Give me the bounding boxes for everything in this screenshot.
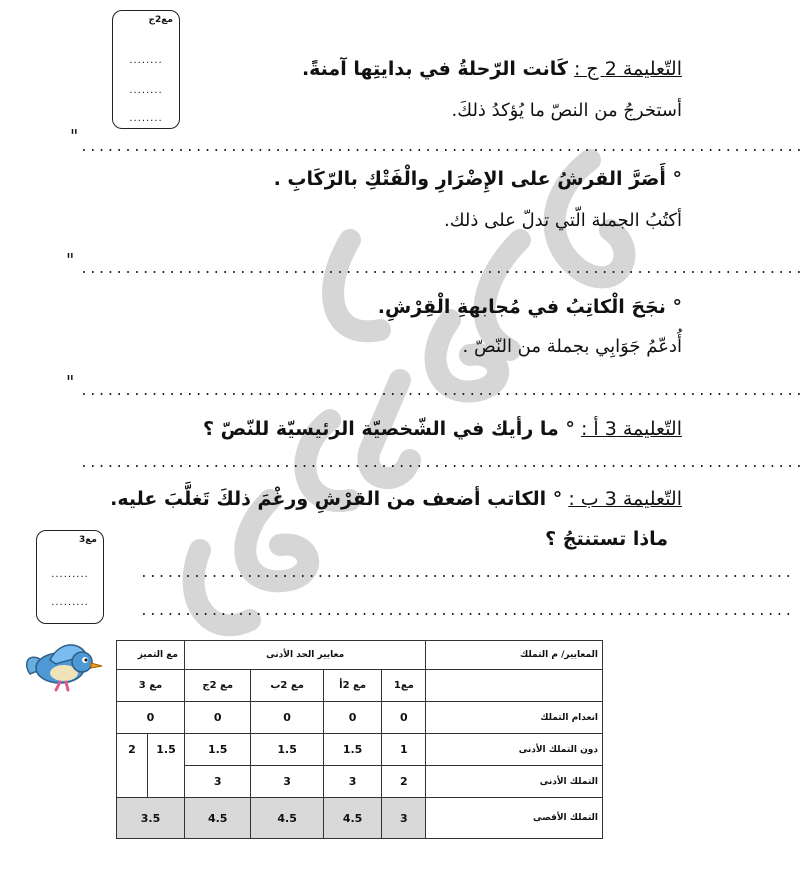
score-box-dots: ......... <box>51 597 89 608</box>
score-box-dots: ........ <box>129 113 163 124</box>
question-label: التّعليمة 2 ج : <box>573 58 682 80</box>
question-2-instruction: أكتُبُ الجملة الّتي تدلّ على ذلك. <box>444 210 682 231</box>
table-cell: 1.5 <box>148 734 185 766</box>
table-cell: 4.5 <box>185 798 251 839</box>
question-label: التّعليمة 3 ب : <box>568 488 682 510</box>
row-label: التملك الأقصى <box>426 798 603 839</box>
header-minimum: معايير الحد الأدنى <box>185 641 426 670</box>
question-text: ° ما رأيك في الشّخصيّة الرئيسيّة للنّصّ ؟ <box>203 418 575 440</box>
table-cell: 1.5 <box>251 734 323 766</box>
question-label: التّعليمة 3 أ : <box>580 418 682 440</box>
answer-line: .................................................................................. <box>80 140 804 155</box>
col-header: مع 3 <box>117 670 185 702</box>
header-criteria: المعايير/ م التملك <box>426 641 603 670</box>
question-5 <box>110 488 682 510</box>
table-cell: 4.5 <box>323 798 382 839</box>
table-cell: 0 <box>185 702 251 734</box>
table-row <box>117 734 603 766</box>
question-3: ° نجَحَ الْكاتِبُ في مُجابهةِ الْقِرْشِ. <box>377 296 682 318</box>
question-text: ° الكاتب أضعف من القرْشِ ورغْمَ ذلكَ تَغلَّبَ عليه. <box>110 488 563 510</box>
row-label: التملك الأدنى <box>426 766 603 798</box>
answer-line: .................................................................................. <box>80 384 804 399</box>
score-box-title: مع2ج <box>148 15 173 25</box>
table-cell: 3 <box>323 766 382 798</box>
empty-cell <box>117 766 148 798</box>
empty-cell <box>148 766 185 798</box>
score-box-dots: ........ <box>129 55 163 66</box>
table-cell: 0 <box>323 702 382 734</box>
table-cell: 3.5 <box>117 798 185 839</box>
table-cell: 0 <box>382 702 426 734</box>
row-label: دون التملك الأدنى <box>426 734 603 766</box>
watermark-signature <box>120 120 794 680</box>
header-excellence: مع التميز <box>117 641 185 670</box>
table-cell: 3 <box>185 766 251 798</box>
table-cell: 3 <box>382 798 426 839</box>
col-header: مع 2ب <box>251 670 323 702</box>
score-box-title: مع3 <box>79 535 97 545</box>
answer-line: .................................................................................. <box>80 456 804 471</box>
quote-mark: " <box>66 372 75 393</box>
row-label: انعدام التملك <box>426 702 603 734</box>
table-cell: 0 <box>251 702 323 734</box>
question-text: كَانت الرّحلةُ في بدايتِها آمنةً. <box>301 58 568 80</box>
quote-mark: " <box>66 250 75 271</box>
table-cell: 4.5 <box>251 798 323 839</box>
answer-line: .......................................................................... <box>140 604 794 619</box>
table-row <box>117 702 603 734</box>
col-header: مع1 <box>382 670 426 702</box>
question-3-instruction: أُدعّمُ جَوَابِي بجملة من النّصّ . <box>462 336 682 357</box>
score-box-2c <box>112 10 180 129</box>
question-2: ° أَصَرَّ القرشُ على الإِضْرَارِ والْفَتْكِ بالرّكَابِ . <box>273 168 682 190</box>
criteria-table <box>116 640 603 839</box>
question-4 <box>203 418 682 440</box>
question-1-instruction: أستخرجُ من النصّ ما يُؤكدُ ذلكَ. <box>451 100 682 121</box>
score-box-3 <box>36 530 104 624</box>
quote-mark: " <box>70 126 79 147</box>
question-5-instruction: ماذا تستنتجُ ؟ <box>545 528 668 550</box>
table-row <box>117 766 603 798</box>
score-box-dots: ........ <box>129 85 163 96</box>
table-cell: 2 <box>382 766 426 798</box>
table-row <box>117 798 603 839</box>
col-header: مع 2ج <box>185 670 251 702</box>
answer-line: .......................................................................... <box>140 566 794 581</box>
table-cell: 0 <box>117 702 185 734</box>
table-cell: 3 <box>251 766 323 798</box>
col-header: مع 2أ <box>323 670 382 702</box>
bird-illustration <box>20 636 106 694</box>
table-cell: 1.5 <box>323 734 382 766</box>
empty-cell <box>426 670 603 702</box>
table-cell: 1.5 <box>185 734 251 766</box>
table-cell: 1 <box>382 734 426 766</box>
score-box-dots: ......... <box>51 569 89 580</box>
table-cell: 2 <box>117 734 148 766</box>
question-1 <box>302 58 682 80</box>
answer-line: .................................................................................. <box>80 262 804 277</box>
